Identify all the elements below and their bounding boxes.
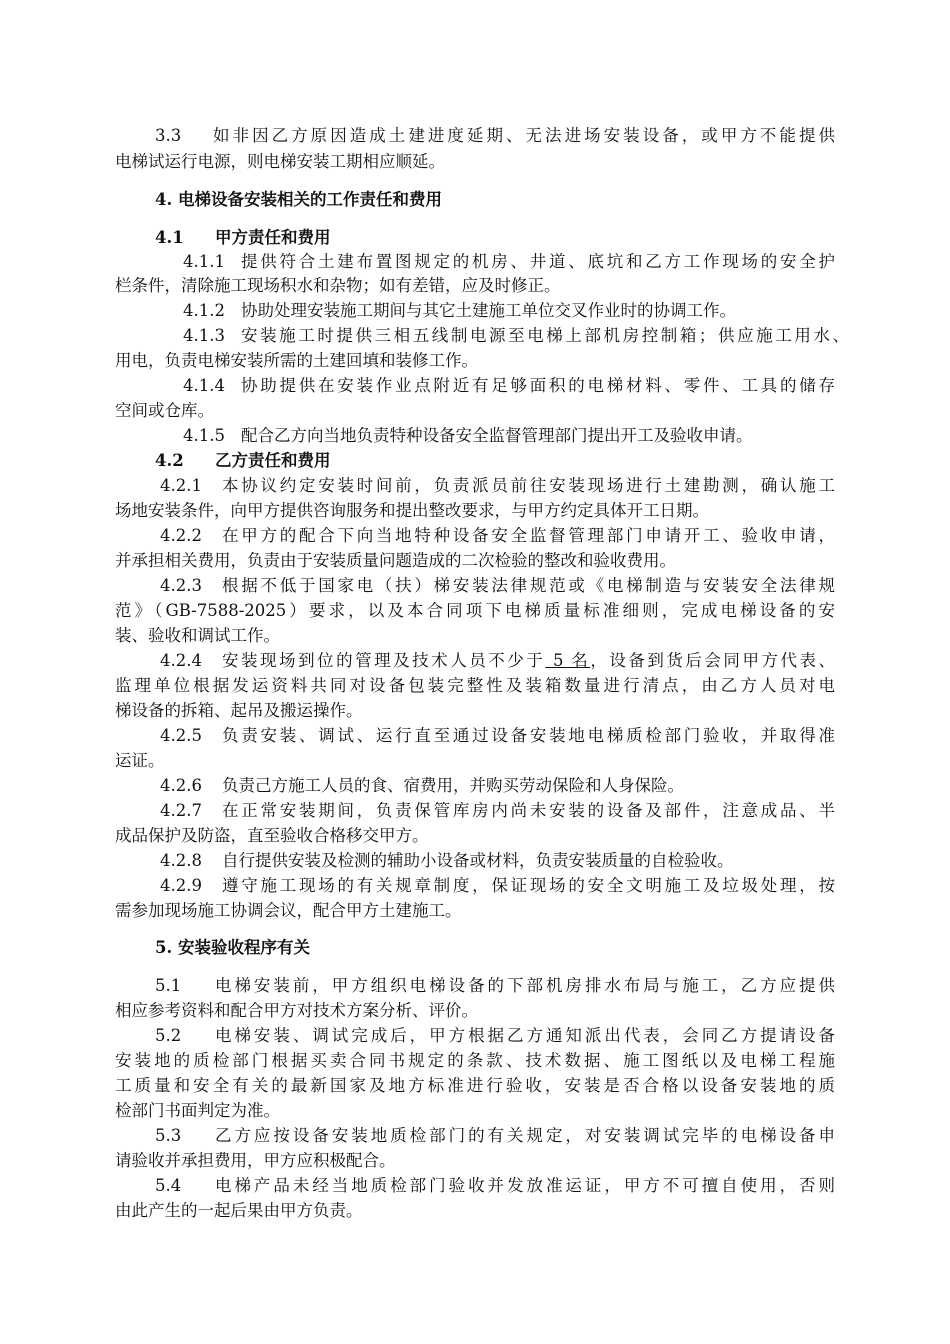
heading-4-2-number: 4.2 bbox=[155, 451, 184, 470]
clause-4-2-9-line: 遵守施工现场的有关规章制度，保证现场的安全文明施工及垃圾处理，按 bbox=[222, 876, 835, 895]
clause-4-2-3-line: 根据不低于国家电（扶）梯安装法律规范或《电梯制造与安装安全法律规 bbox=[222, 576, 835, 595]
clause-4-2-2-number: 4.2.2 bbox=[160, 526, 202, 545]
clause-4-2-1-line: 场地安装条件，向甲方提供咨询服务和提出整改要求，与甲方约定具体开工日期。 bbox=[115, 501, 709, 520]
clause-4-2-4-line bbox=[222, 649, 835, 673]
clause-5-2-line: 工质量和安全有关的最新国家及地方标准进行验收，安装是否合格以设备安装地的质 bbox=[115, 1076, 835, 1095]
clause-4-2-5-number: 4.2.5 bbox=[160, 726, 202, 745]
clause-4-1-4-line: 协助提供在安装作业点附近有足够面积的电梯材料、零件、工具的储存 bbox=[241, 376, 835, 395]
clause-5-1-line: 电梯安装前，甲方组织电梯设备的下部机房排水布局与施工，乙方应提供 bbox=[215, 976, 835, 995]
clause-4-2-6-number: 4.2.6 bbox=[160, 776, 202, 795]
clause-4-2-2-line: 并承担相关费用，负责由于安装质量问题造成的二次检验的整改和验收费用。 bbox=[115, 551, 676, 570]
heading-section-4: 4. 电梯设备安装相关的工作责任和费用 bbox=[155, 190, 442, 209]
clause-4-1-5-line: 配合乙方向当地负责特种设备安全监督管理部门提出开工及验收申请。 bbox=[241, 426, 753, 445]
clause-5-2-line: 检部门书面判定为准。 bbox=[115, 1101, 280, 1120]
heading-4-1-title: 甲方责任和费用 bbox=[215, 228, 331, 247]
clause-4-1-1-line: 提供符合土建布置图规定的机房、井道、底坑和乙方工作现场的安全护 bbox=[241, 252, 835, 271]
clause-5-3-number: 5.3 bbox=[155, 1126, 182, 1145]
clause-4-2-5-line: 负责安装、调试、运行直至通过设备安装地电梯质检部门验收，并取得准 bbox=[222, 726, 835, 745]
staff-count-underlined: 5 名 bbox=[545, 651, 591, 670]
clause-4-1-1-line: 栏条件，清除施工现场积水和杂物；如有差错，应及时修正。 bbox=[115, 276, 561, 295]
section-3-3-line: 如非因乙方原因造成土建进度延期、无法进场安装设备，或甲方不能提供 bbox=[213, 126, 835, 145]
clause-4-2-9-line: 需参加现场施工协调会议，配合甲方土建施工。 bbox=[115, 901, 462, 920]
clause-4-1-4-number: 4.1.4 bbox=[183, 376, 225, 395]
clause-4-1-1-number: 4.1.1 bbox=[183, 252, 225, 271]
clause-5-3-line: 请验收并承担费用，甲方应积极配合。 bbox=[115, 1151, 396, 1170]
clause-4-1-3-line: 安装施工时提供三相五线制电源至电梯上部机房控制箱；供应施工用水、 bbox=[241, 326, 849, 345]
clause-4-1-3-line: 用电，负责电梯安装所需的土建回填和装修工作。 bbox=[115, 351, 478, 370]
heading-section-5: 5. 安装验收程序有关 bbox=[155, 938, 310, 957]
clause-4-2-3-line: 装、验收和调试工作。 bbox=[115, 626, 280, 645]
clause-4-2-9-number: 4.2.9 bbox=[160, 876, 202, 895]
clause-4-2-3-number: 4.2.3 bbox=[160, 576, 202, 595]
clause-5-1-number: 5.1 bbox=[155, 976, 182, 995]
clause-4-2-6-line: 负责己方施工人员的食、宿费用，并购买劳动保险和人身保险。 bbox=[222, 776, 684, 795]
section-3-3-number: 3.3 bbox=[155, 126, 182, 145]
clause-5-4-line: 电梯产品未经当地质检部门验收并发放准运证，甲方不可擅自使用，否则 bbox=[215, 1176, 835, 1195]
heading-4-2-title: 乙方责任和费用 bbox=[215, 451, 331, 470]
clause-4-2-7-line: 成品保护及防盗，直至验收合格移交甲方。 bbox=[115, 826, 429, 845]
clause-5-4-number: 5.4 bbox=[155, 1176, 182, 1195]
clause-4-2-4-text: ，设备到货后会同甲方代表、 bbox=[590, 651, 835, 670]
clause-4-2-7-number: 4.2.7 bbox=[160, 801, 202, 820]
clause-4-2-4-text: 安装现场到位的管理及技术人员不少于 bbox=[222, 651, 546, 670]
clause-5-3-line: 乙方应按设备安装地质检部门的有关规定，对安装调试完毕的电梯设备申 bbox=[215, 1126, 835, 1145]
clause-4-2-8-line: 自行提供安装及检测的辅助小设备或材料，负责安装质量的自检验收。 bbox=[222, 851, 734, 870]
clause-5-2-line: 安装地的质检部门根据买卖合同书规定的条款、技术数据、施工图纸以及电梯工程施 bbox=[115, 1051, 835, 1070]
clause-5-2-number: 5.2 bbox=[155, 1026, 182, 1045]
clause-4-1-3-number: 4.1.3 bbox=[183, 326, 225, 345]
clause-4-2-1-line: 本协议约定安装时间前，负责派员前往安装现场进行土建勘测，确认施工 bbox=[222, 476, 835, 495]
clause-4-1-2-line: 协助处理安装施工期间与其它土建施工单位交叉作业时的协调工作。 bbox=[241, 301, 736, 320]
clause-4-2-4-line: 梯设备的拆箱、起吊及搬运操作。 bbox=[115, 701, 363, 720]
section-3-3-line: 电梯试运行电源，则电梯安装工期相应顺延。 bbox=[115, 152, 445, 171]
clause-5-4-line: 由此产生的一起后果由甲方负责。 bbox=[115, 1201, 363, 1220]
clause-4-2-2-line: 在甲方的配合下向当地特种设备安全监督管理部门申请开工、验收申请， bbox=[222, 526, 835, 545]
clause-4-2-3-line: 范》（GB-7588-2025）要求，以及本合同项下电梯质量标准细则，完成电梯设备的安 bbox=[115, 601, 835, 620]
clause-4-1-5-number: 4.1.5 bbox=[183, 426, 225, 445]
clause-4-2-4-number: 4.2.4 bbox=[160, 651, 202, 670]
clause-4-2-1-number: 4.2.1 bbox=[160, 476, 202, 495]
clause-4-1-2-number: 4.1.2 bbox=[183, 301, 225, 320]
clause-4-2-7-line: 在正常安装期间，负责保管库房内尚未安装的设备及部件，注意成品、半 bbox=[222, 801, 835, 820]
heading-4-1-number: 4.1 bbox=[155, 228, 184, 247]
clause-5-2-line: 电梯安装、调试完成后，甲方根据乙方通知派出代表，会同乙方提请设备 bbox=[215, 1026, 835, 1045]
clause-4-2-8-number: 4.2.8 bbox=[160, 851, 202, 870]
clause-4-1-4-line: 空间或仓库。 bbox=[115, 401, 214, 420]
clause-5-1-line: 相应参考资料和配合甲方对技术方案分析、评价。 bbox=[115, 1001, 478, 1020]
clause-4-2-4-line: 监理单位根据发运资料共同对设备包装完整性及装箱数量进行清点，由乙方人员对电 bbox=[115, 676, 835, 695]
clause-4-2-5-line: 运证。 bbox=[115, 751, 165, 770]
